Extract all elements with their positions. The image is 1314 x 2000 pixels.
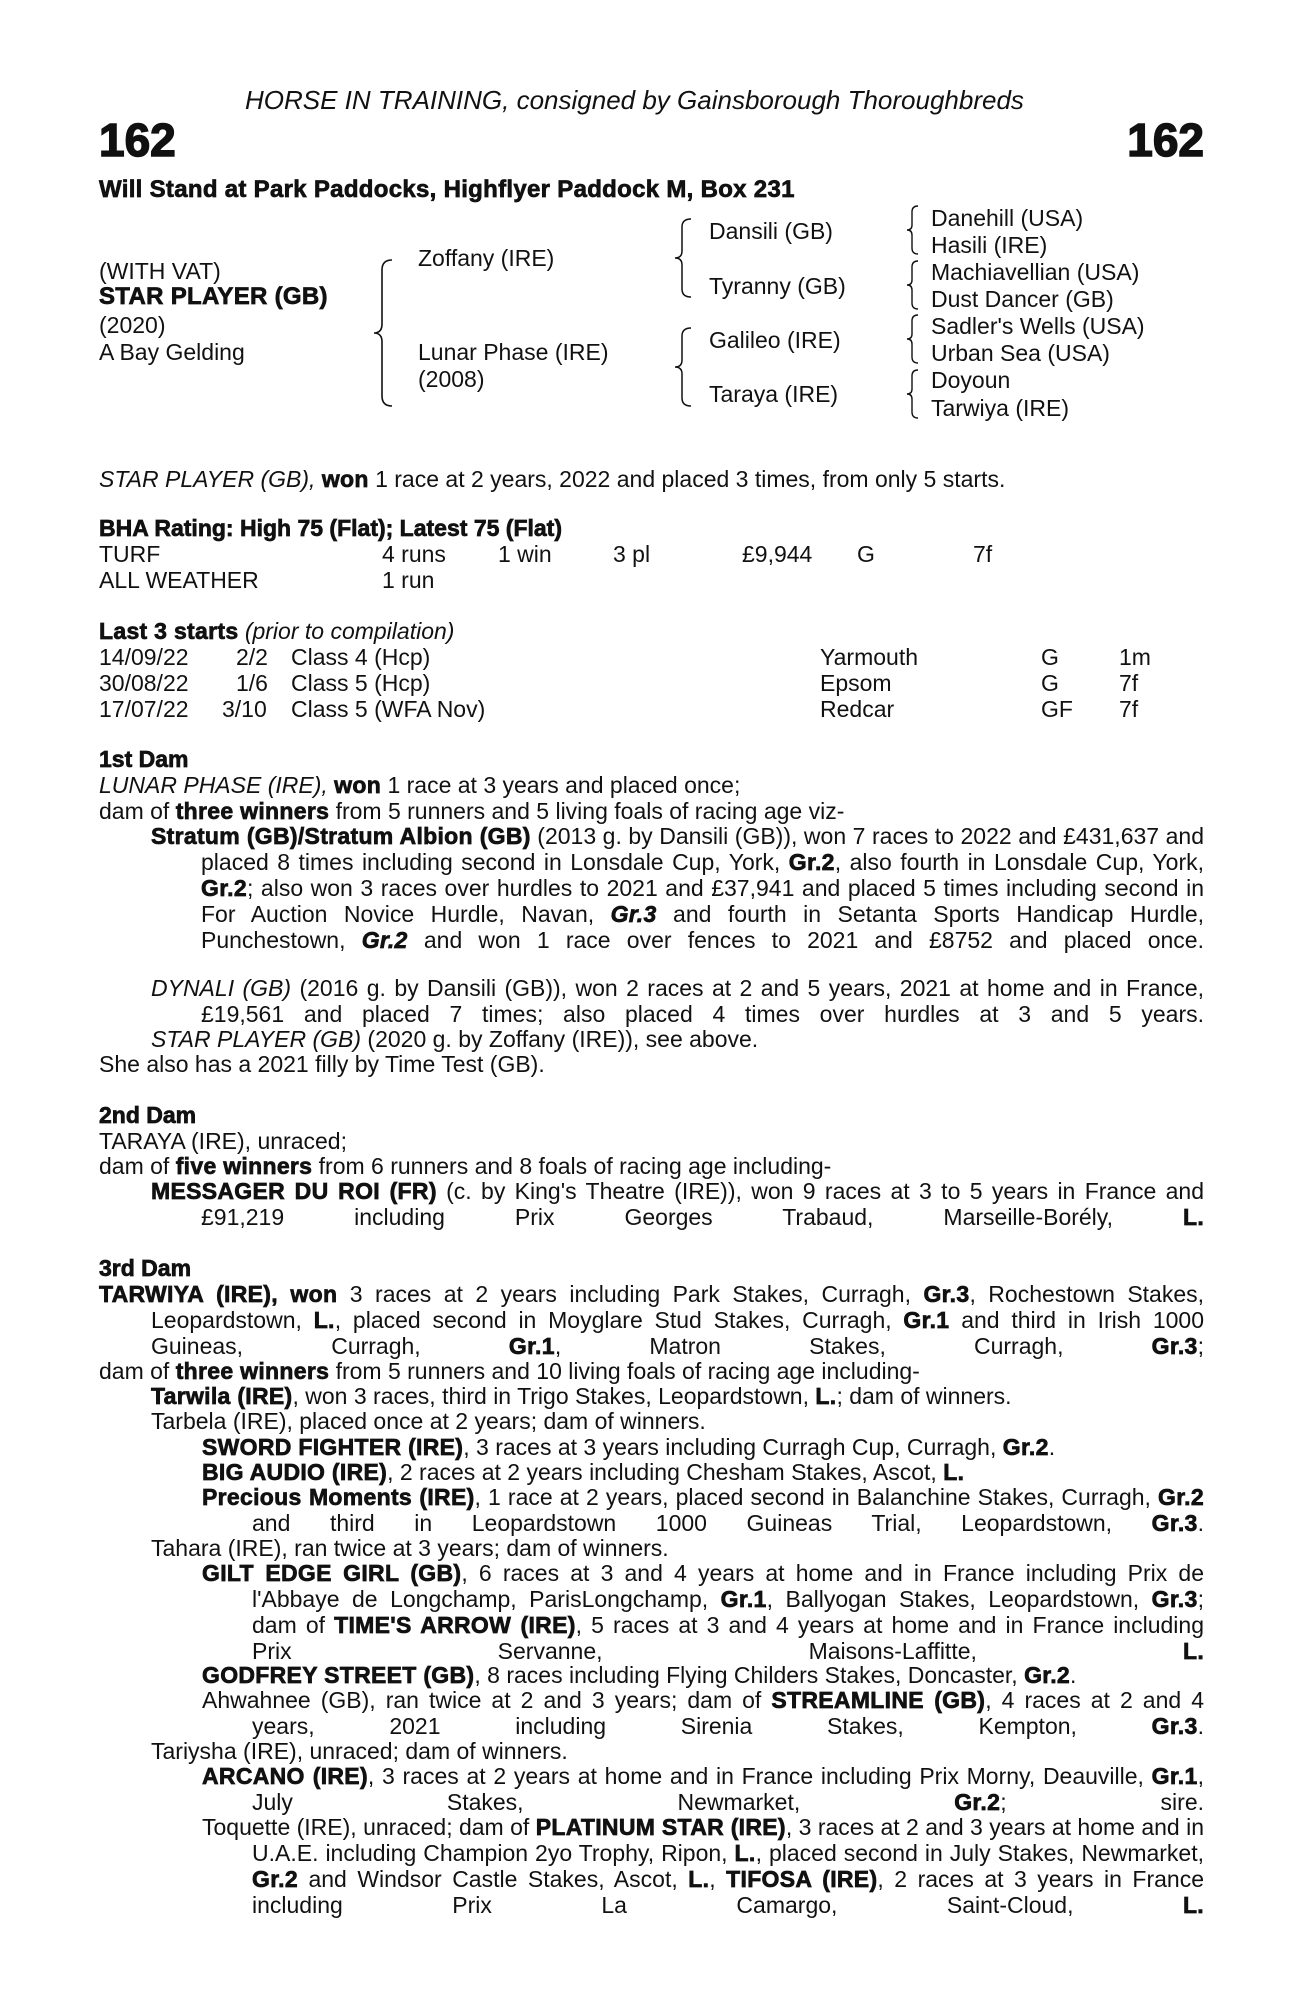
start-course: Epsom (820, 670, 892, 696)
gen3-ancestor-2: Hasili (IRE) (931, 232, 1048, 258)
grandsire-maternal: Galileo (IRE) (709, 327, 841, 353)
produce-tarwila: Tarwila (IRE), won 3 races, third in Trigo Stakes, Leopardstown, L.; dam of winners. (151, 1383, 1012, 1409)
start-race: Class 5 (Hcp) (291, 670, 431, 696)
produce-star-player: STAR PLAYER (GB) (2020 g. by Zoffany (IRE)), see above. (151, 1026, 759, 1052)
produce-big-audio: BIG AUDIO (IRE), 2 races at 2 years including Chesham Stakes, Ascot, L. (202, 1459, 965, 1485)
start-course: Redcar (820, 696, 895, 722)
gen3-ancestor-7: Doyoun (931, 367, 1011, 393)
dam-brace (673, 326, 695, 408)
gen3-ancestor-1: Danehill (USA) (931, 205, 1084, 231)
produce-ahwahnee: Ahwahnee (GB), ran twice at 2 and 3 years; dam of STREAMLINE (GB), 4 races at 2 and 4 years, 2021 including Sirenia Stakes, Kempton, Gr.3. (202, 1687, 1205, 1739)
rating-runs: 1 run (382, 567, 435, 593)
rating-runs: 4 runs (382, 541, 446, 567)
produce-stratum: Stratum (GB)/Stratum Albion (GB) (2013 g. by Dansili (GB)), won 7 races to 2022 and £431,637 and placed 8 times including second in Lonsdale Cup, York, Gr.2, also fourth in Lonsdale Cup, York, Gr.2; also won 3 races over hurdles to 2021 and £37,941 and placed 5 times including second in For Auction Novice Hurdle, Navan, Gr.3 and fourth in Setanta Sports Handicap Hurdle, Punchestown, Gr.2 and won 1 race over fences to 2021 and £8752 and placed once. (151, 823, 1205, 953)
rating-surface: TURF (99, 541, 161, 567)
horse-name: STAR PLAYER (GB) (99, 283, 328, 310)
produce-arcano: ARCANO (IRE), 3 races at 2 years at home and in France including Prix Morny, Deauville, Gr.1, July Stakes, Newmarket, Gr.2; sire. (202, 1763, 1204, 1815)
rating-wins: 1 win (498, 541, 552, 567)
start-going: GF (1041, 696, 1073, 722)
page-header: HORSE IN TRAINING, consigned by Gainsborough Thoroughbreds (245, 85, 1024, 115)
lot-number-right: 162 (1127, 114, 1204, 166)
last-starts-title: Last 3 starts (prior to compilation) (99, 618, 455, 644)
stabling-location: Will Stand at Park Paddocks, Highflyer Paddock M, Box 231 (99, 176, 795, 203)
third-dam-produce-line: dam of three winners from 5 runners and 10 living foals of racing age including- (99, 1358, 920, 1384)
start-position: 3/10 (222, 696, 267, 722)
produce-2021-filly: She also has a 2021 filly by Time Test (GB). (99, 1051, 545, 1077)
start-race: Class 4 (Hcp) (291, 644, 431, 670)
gen3-brace-1 (905, 204, 921, 256)
produce-toquette: Toquette (IRE), unraced; dam of PLATINUM STAR (IRE), 3 races at 2 and 3 years at home and in U.A.E. including Champion 2yo Trophy, Ripon, L., placed second in July Stakes, Newmarket, Gr.2 and Windsor Castle Stakes, Ascot, L., TIFOSA (IRE), 2 races at 3 years in France including Prix La Camargo, Saint-Cloud, L. (202, 1814, 1205, 1918)
race-summary: STAR PLAYER (GB), won 1 race at 2 years, 2022 and placed 3 times, from only 5 starts. (99, 466, 1006, 492)
start-going: G (1041, 644, 1059, 670)
granddam-paternal: Tyranny (GB) (709, 273, 846, 299)
produce-godfrey-street: GODFREY STREET (GB), 8 races including Flying Childers Stakes, Doncaster, Gr.2. (202, 1662, 1077, 1688)
rating-placed: 3 pl (613, 541, 651, 567)
start-date: 17/07/22 (99, 696, 189, 722)
second-dam-title: 2nd Dam (99, 1102, 197, 1128)
gen3-ancestor-5: Sadler's Wells (USA) (931, 313, 1145, 339)
start-going: G (1041, 670, 1059, 696)
start-distance: 7f (1119, 670, 1139, 696)
start-course: Yarmouth (820, 644, 919, 670)
produce-gilt-edge-girl: GILT EDGE GIRL (GB), 6 races at 3 and 4 years at home and in France including Prix de l'Abbaye de Longchamp, ParisLongchamp, Gr.1, Ballyogan Stakes, Leopardstown, Gr.3; dam of TIME'S ARROW (IRE), 5 races at 3 and 4 years at home and in France including Prix Servanne, Maisons-Laffitte, L. (202, 1560, 1205, 1664)
vat-note: (WITH VAT) (99, 258, 221, 284)
rating-distance: 7f (973, 541, 993, 567)
gen3-brace-4 (905, 368, 921, 420)
second-dam-produce-line: dam of five winners from 6 runners and 8 foals of racing age including- (99, 1153, 832, 1179)
horse-description: A Bay Gelding (99, 339, 245, 365)
first-dam-line: LUNAR PHASE (IRE), won 1 race at 3 years and placed once; (99, 772, 741, 798)
start-date: 30/08/22 (99, 670, 189, 696)
third-dam-title: 3rd Dam (99, 1255, 192, 1281)
second-dam-line: TARAYA (IRE), unraced; (99, 1128, 347, 1154)
third-dam-tarwiya: TARWIYA (IRE), won 3 races at 2 years including Park Stakes, Curragh, Gr.3, Rochestown Stakes, Leopardstown, L., placed second in Moyglare Stud Stakes, Curragh, Gr.1 and third in Irish 1000 Guineas, Curragh, Gr.1, Matron Stakes, Curragh, Gr.3; (99, 1281, 1205, 1359)
start-distance: 7f (1119, 696, 1139, 722)
start-position: 2/2 (236, 644, 268, 670)
first-dam-produce-line: dam of three winners from 5 runners and 5 living foals of racing age viz- (99, 798, 845, 824)
gen3-ancestor-8: Tarwiya (IRE) (931, 395, 1070, 421)
gen3-ancestor-6: Urban Sea (USA) (931, 340, 1110, 366)
gen3-brace-2 (905, 259, 921, 311)
rating-going: G (857, 541, 875, 567)
gen3-ancestor-3: Machiavellian (USA) (931, 259, 1140, 285)
rating-prize: £9,944 (742, 541, 813, 567)
gen3-brace-3 (905, 313, 921, 365)
produce-messager-du-roi: MESSAGER DU ROI (FR) (c. by King's Theatre (IRE)), won 9 races at 3 to 5 years in France and £91,219 including Prix Georges Trabaud, Marseille-Borély, L. (151, 1178, 1205, 1230)
start-date: 14/09/22 (99, 644, 189, 670)
produce-tahara: Tahara (IRE), ran twice at 3 years; dam of winners. (151, 1535, 669, 1561)
sire-name: Zoffany (IRE) (418, 245, 555, 271)
rating-surface: ALL WEATHER (99, 567, 259, 593)
pedigree-brace-main (372, 258, 396, 408)
granddam-maternal: Taraya (IRE) (709, 381, 839, 407)
dam-name: Lunar Phase (IRE) (418, 339, 609, 365)
dam-year: (2008) (418, 366, 485, 392)
start-distance: 1m (1119, 644, 1151, 670)
produce-precious-moments: Precious Moments (IRE), 1 race at 2 years, placed second in Balanchine Stakes, Curragh, Gr.2 and third in Leopardstown 1000 Guineas Trial, Leopardstown, Gr.3. (202, 1484, 1205, 1536)
horse-year: (2020) (99, 312, 166, 338)
produce-tarbela: Tarbela (IRE), placed once at 2 years; dam of winners. (151, 1408, 706, 1434)
bha-rating-title: BHA Rating: High 75 (Flat); Latest 75 (Flat) (99, 515, 562, 541)
produce-sword-fighter: SWORD FIGHTER (IRE), 3 races at 3 years including Curragh Cup, Curragh, Gr.2. (202, 1434, 1056, 1460)
produce-dynali: DYNALI (GB) (2016 g. by Dansili (GB)), won 2 races at 2 and 5 years, 2021 at home and in France, £19,561 and placed 7 times; also placed 4 times over hurdles at 3 and 5 years. (151, 975, 1205, 1027)
produce-tariysha: Tariysha (IRE), unraced; dam of winners. (151, 1738, 568, 1764)
start-position: 1/6 (236, 670, 268, 696)
lot-number-left: 162 (99, 114, 176, 166)
sire-brace (673, 217, 695, 299)
start-race: Class 5 (WFA Nov) (291, 696, 486, 722)
first-dam-title: 1st Dam (99, 746, 189, 772)
gen3-ancestor-4: Dust Dancer (GB) (931, 286, 1114, 312)
grandsire-paternal: Dansili (GB) (709, 218, 833, 244)
